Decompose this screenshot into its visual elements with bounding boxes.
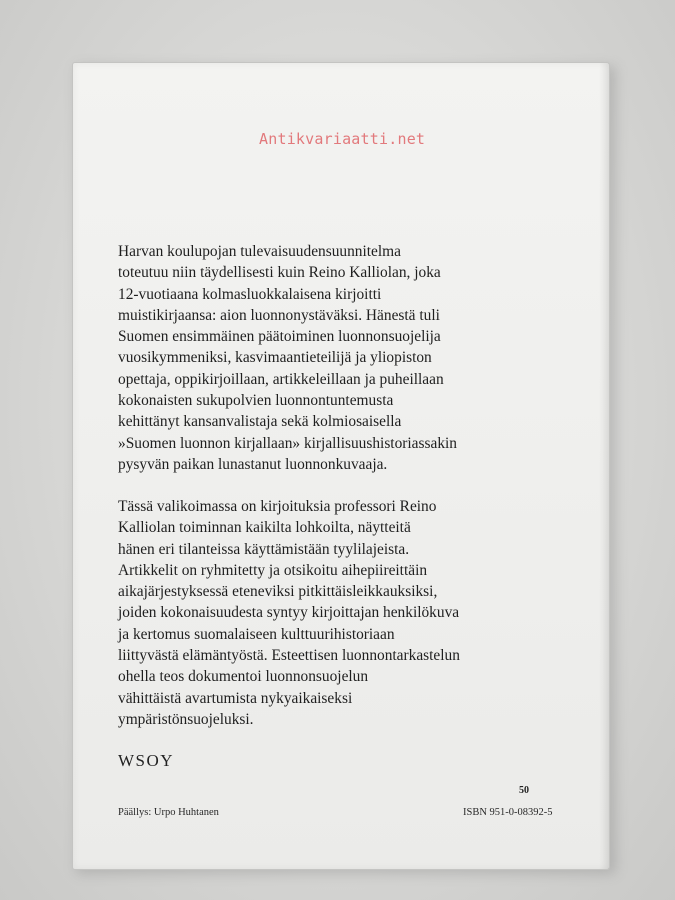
book-back-cover xyxy=(72,62,610,870)
spine-edge xyxy=(599,63,609,869)
publisher-name: WSOY xyxy=(118,751,175,770)
blurb-paragraph-2: Tässä valikoimassa on kirjoituksia professori Reino Kalliolan toiminnan kaikilta lohkoilta, näytteitä hänen eri tilanteissa käyttämistään tyylilajeista. Artikkelit on ryhmitetty ja otsikoitu aihepiireittäin aikajärjestyksessä eteneviksi pitkittäisleikkauksiksi, joiden kokonaisuudesta syntyy kirjoittajan henkilökuva ja kertomus suomalaiseen kulttuurihistoriaan liittyvästä elämäntyöstä. Esteettisen luonnontarkastelun ohella teos dokumentoi luonnonsuojelun vähittäistä avartumista nykyaikaiseksi ympäristönsuojeluksi. xyxy=(118,498,460,728)
watermark-text: Antikvariaatti.net xyxy=(259,130,426,148)
price-code: 50 xyxy=(519,785,529,796)
blurb-paragraph-1: Harvan koulupojan tulevaisuudensuunnitelma toteutuu niin täydellisesti kuin Reino Kalliolan, joka 12-vuotiaana kolmasluokkalaisena kirjoitti muistikirjaansa: aion luonnonystäväksi. Hänestä tuli Suomen ensimmäinen päätoiminen luonnonsuojelija vuosikymmeniksi, kasvimaantieteilijä ja yliopiston opettaja, oppikirjoillaan, artikkeleillaan ja puheillaan kokonaisten sukupolvien luonnontuntemusta kehittänyt kansanvalistaja sekä kolmiosaisella »Suomen luonnon kirjallaan» kirjallisuushistoriassakin pysyvän paikan lunastanut luonnonkuvaaja. xyxy=(118,243,457,473)
isbn-number: ISBN 951-0-08392-5 xyxy=(463,807,553,818)
cover-designer-credit: Päällys: Urpo Huhtanen xyxy=(118,807,219,818)
